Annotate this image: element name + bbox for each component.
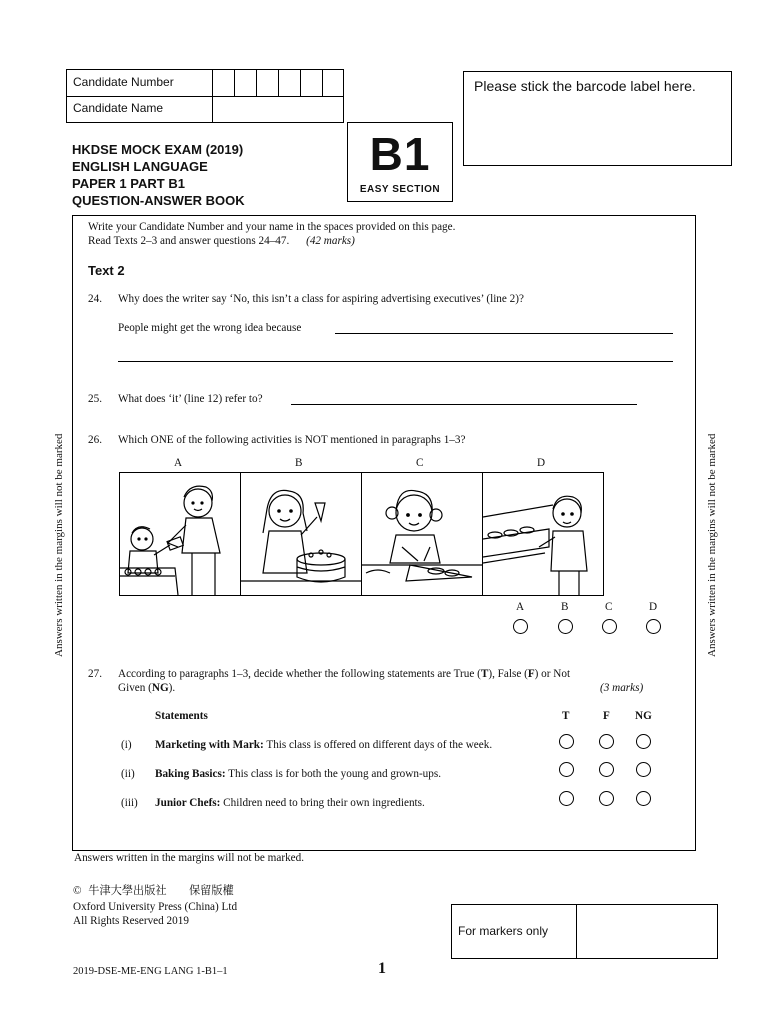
picture-c	[361, 472, 483, 596]
text-heading: Text 2	[88, 263, 125, 278]
q27-ng-abbrev: NG	[151, 682, 169, 694]
option-label: B	[561, 601, 569, 613]
markers-box-divider	[576, 905, 577, 958]
column-t: T	[562, 710, 570, 722]
side-margin-note-right: Answers written in the margins will not be marked	[706, 433, 718, 657]
column-f: F	[603, 710, 610, 722]
statement-1-true-bubble[interactable]	[559, 734, 574, 749]
paper-code: 2019-DSE-ME-ENG LANG 1-B1–1	[73, 966, 228, 977]
barcode-label: Please stick the barcode label here.	[474, 78, 696, 94]
q27-number: 27.	[88, 668, 102, 680]
statement-number: (iii)	[121, 797, 138, 809]
statement-text	[155, 768, 441, 781]
picture-d	[482, 472, 604, 596]
exam-title	[72, 141, 245, 209]
copyright-chinese: 牛津大學出版社 保留版權	[88, 885, 234, 897]
option-c-bubble[interactable]	[602, 619, 617, 634]
digit-cell[interactable]	[300, 70, 301, 96]
section-label: EASY SECTION	[359, 184, 441, 195]
candidate-name-row	[67, 96, 343, 122]
barcode-box	[463, 71, 732, 166]
q27-text: ) or Not	[534, 668, 571, 680]
statement-class-name: Baking Basics:	[155, 768, 226, 780]
q27-marks: (3 marks)	[600, 682, 644, 694]
q27-text: According to paragraphs 1–3, decide whether the following statements are True (	[118, 668, 481, 680]
statement-text	[155, 739, 492, 752]
option-label: C	[605, 601, 613, 613]
q26-number: 26.	[88, 434, 102, 446]
candidate-number-label: Candidate Number	[73, 75, 174, 89]
candidate-box-divider	[212, 70, 213, 122]
instruction-line	[88, 235, 355, 248]
digit-cell[interactable]	[322, 70, 323, 96]
markers-only-box	[451, 904, 718, 959]
statement-body: This class is for both the young and grown-ups.	[225, 768, 442, 780]
statements-header: Statements	[155, 710, 208, 722]
picture-label: B	[295, 457, 303, 469]
shopping-illustration	[483, 473, 603, 595]
instruction-text: Read Texts 2–3 and answer questions 24–47.	[88, 235, 290, 247]
q24-prompt: People might get the wrong idea because	[118, 322, 302, 334]
digit-cell[interactable]	[256, 70, 257, 96]
option-d-bubble[interactable]	[646, 619, 661, 634]
q24-number: 24.	[88, 293, 102, 305]
q26-question: Which ONE of the following activities is NOT mentioned in paragraphs 1–3?	[118, 434, 466, 446]
q27-true-abbrev: T	[480, 668, 489, 680]
statement-3-true-bubble[interactable]	[559, 791, 574, 806]
candidate-number-row	[67, 70, 343, 97]
q27-question-line1	[118, 668, 570, 681]
q27-question-line2	[118, 682, 175, 695]
option-label: A	[516, 601, 525, 613]
margin-note: Answers written in the margins will not be marked.	[74, 852, 305, 864]
picture-label: D	[537, 457, 546, 469]
statement-body: Children need to bring their own ingredients.	[220, 797, 425, 809]
statement-2-false-bubble[interactable]	[599, 762, 614, 777]
statement-1-ng-bubble[interactable]	[636, 734, 651, 749]
q25-answer-line[interactable]	[291, 404, 637, 405]
q27-text: Given (	[118, 682, 152, 694]
section-code-box	[347, 122, 453, 202]
exam-title-line: QUESTION-ANSWER BOOK	[72, 193, 245, 208]
candidate-name-label: Candidate Name	[73, 101, 164, 115]
q24-answer-line[interactable]	[335, 333, 673, 334]
advertising-class-illustration	[120, 473, 240, 595]
candidate-info-box	[66, 69, 344, 123]
option-b-bubble[interactable]	[558, 619, 573, 634]
instruction-line: Write your Candidate Number and your name in the spaces provided on this page.	[88, 221, 456, 233]
statement-number: (ii)	[121, 768, 135, 780]
option-a-bubble[interactable]	[513, 619, 528, 634]
q25-question: What does ‘it’ (line 12) refer to?	[118, 393, 263, 405]
publisher: Oxford University Press (China) Ltd	[73, 901, 238, 913]
picture-label: A	[174, 457, 183, 469]
column-ng: NG	[635, 710, 652, 722]
picture-a	[119, 472, 241, 596]
option-label: D	[649, 601, 658, 613]
picture-b	[240, 472, 362, 596]
instruction-marks: (42 marks)	[306, 235, 355, 247]
q24-answer-line[interactable]	[118, 361, 673, 362]
q27-text: ).	[168, 682, 176, 694]
digit-cell[interactable]	[234, 70, 235, 96]
statement-3-false-bubble[interactable]	[599, 791, 614, 806]
rights: All Rights Reserved 2019	[73, 915, 189, 927]
statement-body: This class is offered on different days of the week.	[263, 739, 493, 751]
exam-title-line: HKDSE MOCK EXAM (2019)	[72, 142, 244, 157]
q25-number: 25.	[88, 393, 102, 405]
statement-number: (i)	[121, 739, 132, 751]
cake-decorating-illustration	[241, 473, 361, 595]
section-code: B1	[369, 128, 431, 180]
side-margin-note-left: Answers written in the margins will not be marked	[53, 433, 65, 657]
q24-question: Why does the writer say ‘No, this isn’t a class for aspiring advertising executives’ (line 2)?	[118, 293, 524, 305]
statement-3-ng-bubble[interactable]	[636, 791, 651, 806]
statement-2-true-bubble[interactable]	[559, 762, 574, 777]
digit-cell[interactable]	[278, 70, 279, 96]
statement-class-name: Junior Chefs:	[155, 797, 221, 809]
copyright-symbol: ©	[73, 885, 82, 897]
page-number: 1	[378, 960, 386, 977]
exam-title-line: PAPER 1 PART B1	[72, 176, 185, 191]
exam-title-line: ENGLISH LANGUAGE	[72, 159, 208, 174]
statement-2-ng-bubble[interactable]	[636, 762, 651, 777]
copyright-line	[73, 885, 234, 898]
statement-1-false-bubble[interactable]	[599, 734, 614, 749]
picture-label: C	[416, 457, 424, 469]
cooking-illustration	[362, 473, 482, 595]
statement-class-name: Marketing with Mark:	[155, 739, 264, 751]
q27-text: ), False (	[488, 668, 528, 680]
q27-false-abbrev: F	[527, 668, 535, 680]
markers-label: For markers only	[458, 924, 549, 938]
statement-text	[155, 797, 425, 810]
